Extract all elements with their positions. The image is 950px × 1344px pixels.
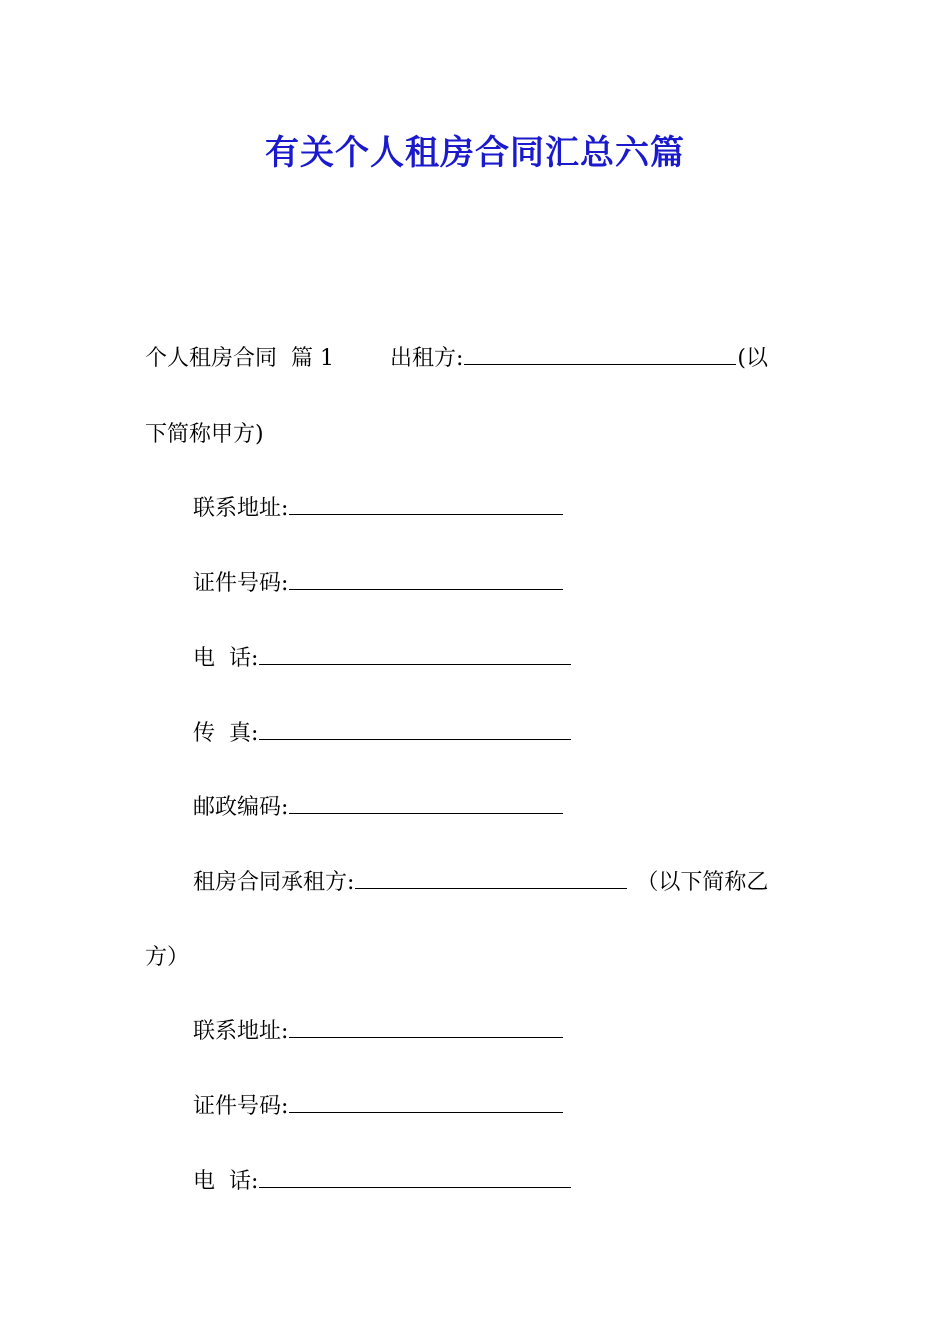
field-label: 传 真: bbox=[193, 721, 259, 746]
field-label: 邮政编码: bbox=[193, 795, 289, 820]
lessor-id-blank[interactable] bbox=[289, 567, 563, 590]
lessor-phone-blank[interactable] bbox=[259, 642, 571, 665]
lessee-label: 租房合同承租方: bbox=[193, 870, 355, 895]
lessor-fax-blank[interactable] bbox=[259, 717, 571, 740]
field-label: 联系地址: bbox=[193, 1019, 289, 1044]
lessor-suffix: (以 bbox=[737, 346, 768, 371]
lessor-phone-row bbox=[193, 642, 572, 676]
field-label: 联系地址: bbox=[193, 496, 289, 521]
lessee-address-blank[interactable] bbox=[289, 1015, 563, 1038]
field-label: 证件号码: bbox=[193, 1094, 289, 1119]
section-heading: 个人租房合同 篇 1 bbox=[145, 346, 334, 371]
document-title: 有关个人租房合同汇总六篇 bbox=[265, 133, 685, 173]
lessee-phone-blank[interactable] bbox=[259, 1165, 571, 1188]
lessee-line bbox=[193, 866, 768, 900]
lessor-id-row bbox=[193, 567, 564, 601]
field-label: 证件号码: bbox=[193, 571, 289, 596]
lessee-continuation: 方） bbox=[145, 945, 190, 970]
field-label: 电 话: bbox=[193, 1169, 259, 1194]
lessee-suffix: （以下简称乙 bbox=[636, 870, 769, 895]
lessor-continuation: 下简称甲方) bbox=[145, 422, 264, 447]
field-label: 电 话: bbox=[193, 646, 259, 671]
lessor-postcode-row bbox=[193, 791, 564, 825]
lessee-phone-row bbox=[193, 1165, 572, 1199]
lessee-id-blank[interactable] bbox=[289, 1090, 563, 1113]
lessor-address-blank[interactable] bbox=[289, 492, 563, 515]
lessor-label: 出租方: bbox=[389, 346, 464, 371]
lessee-address-row bbox=[193, 1015, 564, 1049]
lessor-blank[interactable] bbox=[464, 342, 736, 365]
section-heading-line bbox=[145, 342, 768, 376]
lessee-blank[interactable] bbox=[355, 866, 627, 889]
lessor-address-row bbox=[193, 492, 564, 526]
lessor-postcode-blank[interactable] bbox=[289, 791, 563, 814]
lessor-fax-row bbox=[193, 717, 572, 751]
lessee-id-row bbox=[193, 1090, 564, 1124]
